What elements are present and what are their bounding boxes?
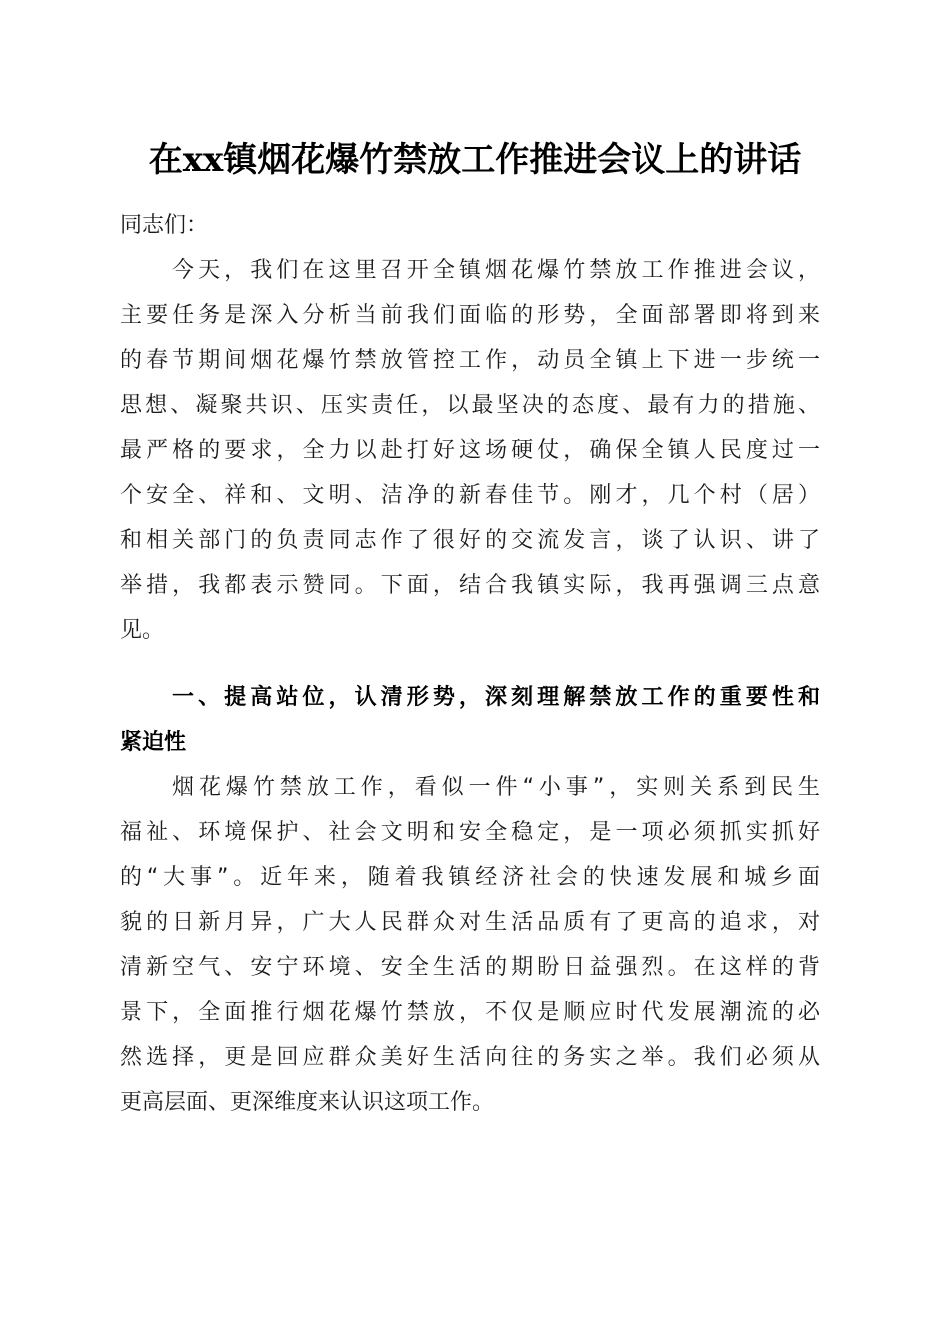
paragraph1-line: 和相关部门的负责同志作了很好的交流发言，谈了认识、讲了 bbox=[120, 528, 820, 553]
paragraph1-line: 主要任务是深入分析当前我们面临的形势，全面部署即将到来 bbox=[120, 303, 820, 328]
section-heading: 紧迫性 bbox=[120, 730, 187, 755]
paragraph1-line: 个安全、祥和、文明、洁净的新春佳节。刚才，几个村（居） bbox=[120, 483, 820, 508]
salutation: 同志们： bbox=[120, 213, 209, 238]
paragraph2-line: 更高层面、更深维度来认识这项工作。 bbox=[120, 1090, 495, 1115]
paragraph1-line: 思想、凝聚共识、压实责任，以最坚决的态度、最有力的措施、 bbox=[120, 393, 820, 418]
paragraph1-line: 的春节期间烟花爆竹禁放管控工作，动员全镇上下进一步统一 bbox=[120, 348, 820, 373]
paragraph2-line: 然选择，更是回应群众美好生活向往的务实之举。我们必须从 bbox=[120, 1045, 820, 1070]
paragraph1-line: 见。 bbox=[120, 618, 165, 643]
paragraph1-line: 最严格的要求，全力以赴打好这场硬仗，确保全镇人民度过一 bbox=[120, 438, 820, 463]
section-heading: 一、提高站位，认清形势，深刻理解禁放工作的重要性和 bbox=[172, 685, 820, 710]
paragraph2-line: 清新空气、安宁环境、安全生活的期盼日益强烈。在这样的背 bbox=[120, 955, 820, 980]
paragraph1-line: 举措，我都表示赞同。下面，结合我镇实际，我再强调三点意 bbox=[120, 573, 820, 598]
paragraph2-line: 的“大事”。近年来，随着我镇经济社会的快速发展和城乡面 bbox=[120, 865, 820, 890]
paragraph1-line: 今天，我们在这里召开全镇烟花爆竹禁放工作推进会议， bbox=[172, 258, 820, 283]
paragraph2-line: 烟花爆竹禁放工作，看似一件“小事”，实则关系到民生 bbox=[172, 775, 820, 800]
document-title: 在xx镇烟花爆竹禁放工作推进会议上的讲话 bbox=[148, 140, 802, 180]
paragraph2-line: 貌的日新月异，广大人民群众对生活品质有了更高的追求，对 bbox=[120, 910, 820, 935]
paragraph2-line: 景下，全面推行烟花爆竹禁放，不仅是顺应时代发展潮流的必 bbox=[120, 1000, 820, 1025]
paragraph2-line: 福祉、环境保护、社会文明和安全稳定，是一项必须抓实抓好 bbox=[120, 820, 820, 845]
